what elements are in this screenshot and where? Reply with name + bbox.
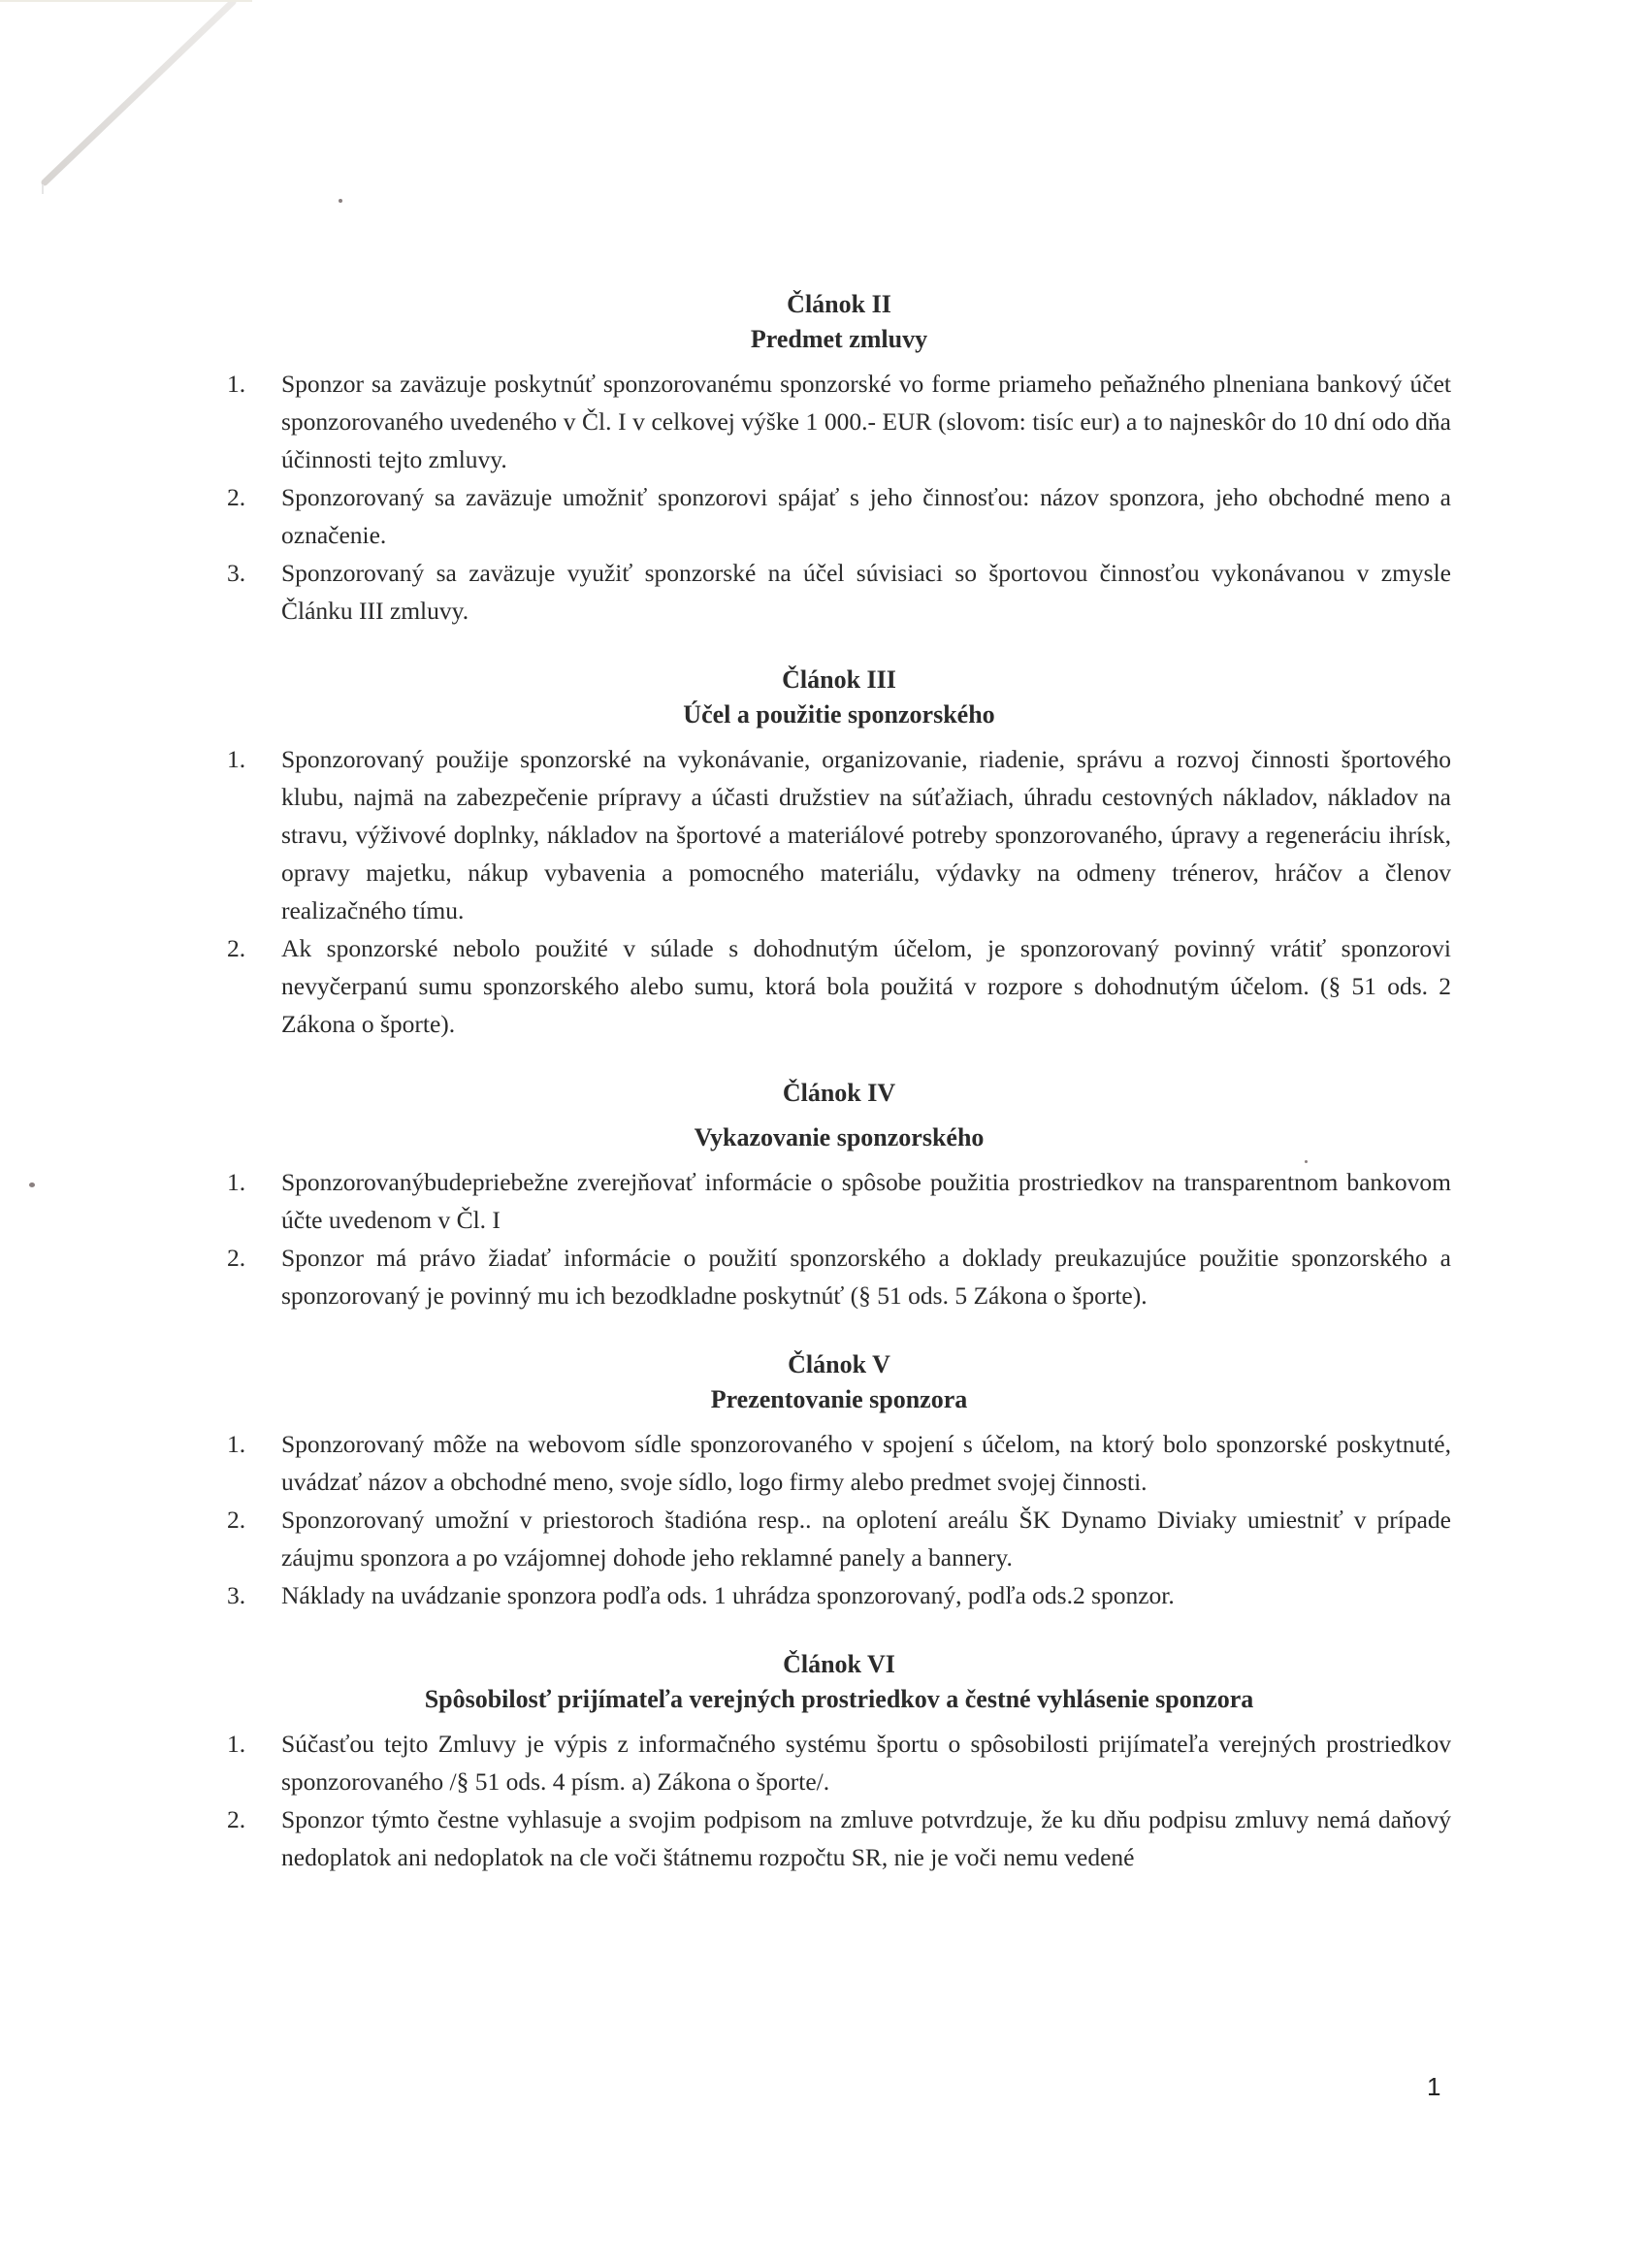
scan-speck bbox=[29, 1183, 35, 1187]
item-text: Ak sponzorské nebolo použité v súlade s dohodnutým účelom, je sponzorovaný povinný vrátiť sponzorovi nevyčerpanú sumu sponzorského alebo sumu, ktorá bola použitá v rozpore s dohodnutým účelom. (§ 51 ods. 2 Zákona o športe). bbox=[281, 934, 1451, 1038]
list-item bbox=[227, 1425, 1451, 1501]
item-number: 1. bbox=[227, 370, 246, 398]
item-number: 2. bbox=[227, 1506, 246, 1534]
article-items bbox=[227, 1163, 1451, 1314]
item-number: 2. bbox=[227, 483, 246, 511]
article-items bbox=[227, 740, 1451, 1043]
article-title: Článok IV bbox=[782, 1079, 896, 1107]
item-text: Sponzorovaný môže na webovom sídle sponzorovaného v spojení s účelom, na ktorý bolo sponzorské poskytnuté, uvádzať názov a obchodné meno, svoje sídlo, logo firmy alebo predmet svojej činnosti. bbox=[281, 1430, 1451, 1496]
item-number: 3. bbox=[227, 559, 246, 587]
article-title: Článok VI bbox=[783, 1650, 895, 1678]
list-item bbox=[227, 365, 1451, 478]
contract-page bbox=[227, 287, 1451, 1876]
article-title: Článok V bbox=[788, 1350, 890, 1378]
item-text: Sponzorovaný použije sponzorské na vykonávanie, organizovanie, riadenie, správu a rozvoj činnosti športového klubu, najmä na zabezpečenie prípravy a účasti družstiev na súťažiach, úhradu cestovných nákladov, nákladov na stravu, výživové doplnky, nákladov na športové a materiálové potreby sponzorovaného, úpravy a regeneráciu ihrísk, opravy majetku, nákup vybavenia a pomocného materiálu, výdavky na odmeny trénerov, hráčov a členov realizačného tímu. bbox=[281, 745, 1451, 924]
article-5 bbox=[227, 1347, 1451, 1614]
item-number: 2. bbox=[227, 934, 246, 962]
list-item bbox=[227, 1239, 1451, 1314]
item-text: Sponzor sa zaväzuje poskytnúť sponzorovanému sponzorské vo forme priameho peňažného plneniana bankový účet sponzorovaného uvedeného v Čl. I v celkovej výške 1 000.- EUR (slovom: tisíc eur) a to najneskôr do 10 dní odo dňa účinnosti tejto zmluvy. bbox=[281, 370, 1451, 473]
article-3 bbox=[227, 663, 1451, 1043]
item-text: Náklady na uvádzanie sponzora podľa ods. 1 uhrádza sponzorovaný, podľa ods.2 sponzor. bbox=[281, 1581, 1175, 1609]
list-item bbox=[227, 1163, 1451, 1239]
item-number: 3. bbox=[227, 1581, 246, 1609]
list-item bbox=[227, 1725, 1451, 1800]
article-subtitle: Predmet zmluvy bbox=[750, 325, 928, 353]
item-number: 1. bbox=[227, 1168, 246, 1196]
article-subtitle: Vykazovanie sponzorského bbox=[694, 1123, 985, 1151]
list-item bbox=[227, 929, 1451, 1043]
item-number: 2. bbox=[227, 1805, 246, 1833]
item-text: Sponzorovaný sa zaväzuje využiť sponzorské na účel súvisiaci so športovou činnosťou vykonávanou v zmysle Článku III zmluvy. bbox=[281, 559, 1451, 625]
item-text: Sponzor týmto čestne vyhlasuje a svojim podpisom na zmluve potvrdzuje, že ku dňu podpisu zmluvy nemá daňový nedoplatok ani nedoplatok na cle voči štátnemu rozpočtu SR, nie je voči nemu vedené bbox=[281, 1805, 1451, 1871]
item-number: 1. bbox=[227, 1430, 246, 1458]
item-number: 1. bbox=[227, 745, 246, 773]
list-item bbox=[227, 478, 1451, 554]
item-number: 1. bbox=[227, 1730, 246, 1758]
item-number: 2. bbox=[227, 1244, 246, 1272]
list-item bbox=[227, 1501, 1451, 1576]
article-title: Článok III bbox=[782, 665, 896, 694]
page-fold-artifact bbox=[0, 0, 252, 194]
article-title: Článok II bbox=[787, 290, 891, 318]
article-items bbox=[227, 365, 1451, 630]
item-text: Sponzorovaný sa zaväzuje umožniť sponzorovi spájať s jeho činnosťou: názov sponzora, jeho obchodné meno a označenie. bbox=[281, 483, 1451, 549]
article-subtitle: Účel a použitie sponzorského bbox=[683, 700, 995, 729]
page-number: 1 bbox=[1427, 2072, 1441, 2101]
article-6 bbox=[227, 1647, 1451, 1876]
scan-speck bbox=[339, 199, 342, 203]
article-items bbox=[227, 1725, 1451, 1876]
item-text: Sponzorovanýbudepriebežne zverejňovať informácie o spôsobe použitia prostriedkov na transparentnom bankovom účte uvedenom v Čl. I bbox=[281, 1168, 1451, 1234]
article-2 bbox=[227, 287, 1451, 630]
article-subtitle: Prezentovanie sponzora bbox=[710, 1385, 968, 1413]
article-items bbox=[227, 1425, 1451, 1614]
item-text: Sponzorovaný umožní v priestoroch štadióna resp.. na oplotení areálu ŠK Dynamo Diviaky umiestniť v prípade záujmu sponzora a po vzájomnej dohode jeho reklamné panely a bannery. bbox=[281, 1506, 1451, 1571]
list-item bbox=[227, 740, 1451, 929]
article-subtitle: Spôsobilosť prijímateľa verejných prostriedkov a čestné vyhlásenie sponzora bbox=[424, 1685, 1254, 1713]
list-item bbox=[227, 1576, 1451, 1614]
article-4 bbox=[227, 1076, 1451, 1314]
item-text: Súčasťou tejto Zmluvy je výpis z informačného systému športu o spôsobilosti prijímateľa verejných prostriedkov sponzorovaného /§ 51 ods. 4 písm. a) Zákona o športe/. bbox=[281, 1730, 1451, 1796]
list-item bbox=[227, 554, 1451, 630]
item-text: Sponzor má právo žiadať informácie o použití sponzorského a doklady preukazujúce použitie sponzorského a sponzorovaný je povinný mu ich bezodkladne poskytnúť (§ 51 ods. 5 Zákona o športe). bbox=[281, 1244, 1451, 1310]
list-item bbox=[227, 1800, 1451, 1876]
